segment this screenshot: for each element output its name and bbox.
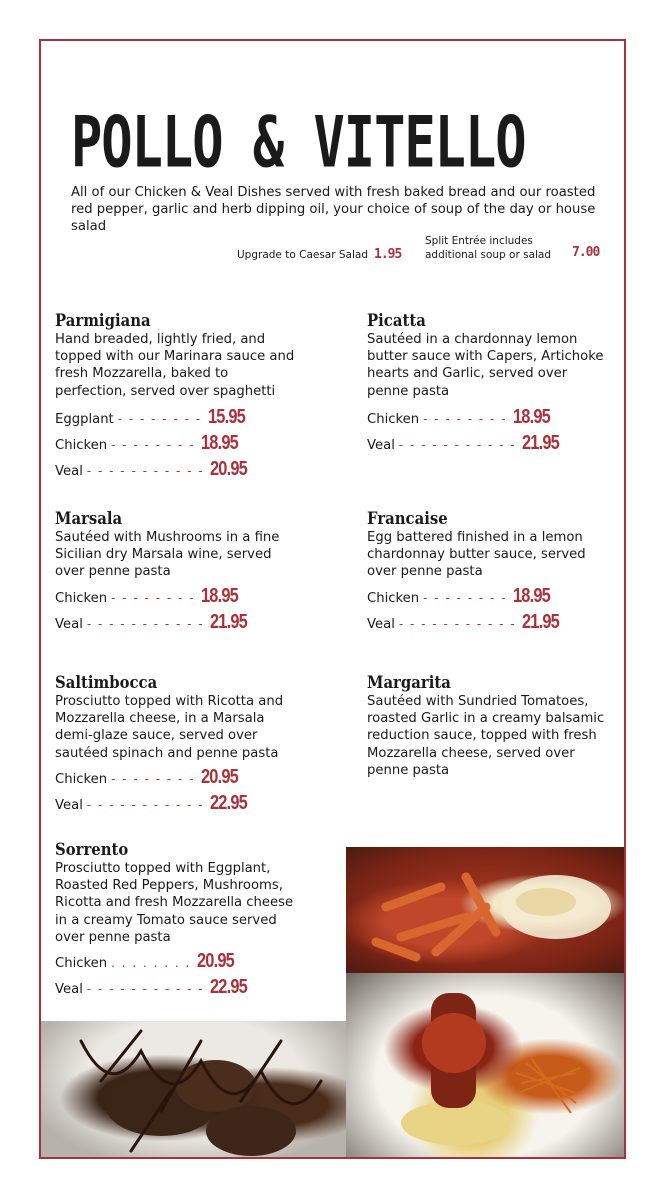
- price-amount: 22.95: [210, 791, 248, 814]
- price-label: Veal: [367, 437, 395, 453]
- price-label: Veal: [55, 616, 83, 632]
- price-row: [55, 458, 300, 484]
- dish-desc: Prosciutto topped with Ricotta and Mozzarella cheese, in a Marsala demi-glaze sauce, served over sautéed spinach and penne pasta: [55, 694, 284, 761]
- price-amount: 20.95: [210, 457, 248, 480]
- price-row: [55, 406, 300, 432]
- price-leader: - - - - - - - - - - -: [398, 616, 517, 631]
- price-row: [367, 432, 612, 458]
- dish-name: Parmigiana: [55, 311, 151, 330]
- price-row: [55, 766, 300, 792]
- price-row: [367, 406, 612, 432]
- price-label: Chicken: [55, 771, 108, 787]
- veal-shank-photo: [346, 973, 626, 1159]
- price-amount: 15.95: [207, 405, 245, 428]
- price-leader: - - - - - - - -: [111, 771, 195, 786]
- dish-marsala: [55, 509, 300, 637]
- dish-name: Picatta: [367, 311, 426, 330]
- price-amount: 18.95: [512, 405, 550, 428]
- price-amount: 18.95: [200, 584, 238, 607]
- price-label: Veal: [55, 982, 83, 998]
- price-amount: 21.95: [522, 431, 560, 454]
- menu-frame: [39, 39, 626, 1159]
- dish-desc: Sautéed with Sundried Tomatoes, roasted Garlic in a creamy balsamic reduction sauce, topped with fresh Mozzarella cheese, served over penne pasta: [367, 694, 605, 778]
- price-row: [55, 611, 300, 637]
- price-leader: . . . . . . . .: [111, 956, 191, 971]
- intro-text: All of our Chicken & Veal Dishes served with fresh baked bread and our roasted red pepper, garlic and herb dipping oil, your choice of soup of the day or house salad: [71, 185, 596, 234]
- price-label: Veal: [55, 463, 83, 479]
- steak-medallions-photo: [41, 1021, 346, 1159]
- split-note: [425, 234, 551, 262]
- dish-picatta: [367, 311, 612, 458]
- price-leader: - - - - - - - - - - -: [86, 463, 205, 478]
- price-label: Chicken: [55, 956, 108, 972]
- price-leader: - - - - - - - -: [117, 411, 202, 426]
- dish-name: Sorrento: [55, 840, 129, 859]
- price-label: Chicken: [55, 590, 108, 606]
- upgrade-label: Upgrade to Caesar Salad: [237, 249, 369, 261]
- dish-desc: Egg battered finished in a lemon chardonnay butter sauce, served over penne pasta: [367, 530, 586, 580]
- dish-parmigiana: [55, 311, 300, 484]
- price-leader: - - - - - - - - - - -: [398, 437, 517, 452]
- dish-francaise: [367, 509, 612, 637]
- price-leader: - - - - - - - - - - -: [86, 797, 205, 812]
- upgrade-note: [237, 247, 401, 262]
- price-row: [55, 976, 300, 1002]
- price-row: [367, 611, 612, 637]
- price-row: [55, 792, 300, 818]
- price-amount: 20.95: [200, 765, 238, 788]
- dish-name: Saltimbocca: [55, 673, 158, 692]
- price-row: [55, 432, 300, 458]
- price-leader: - - - - - - - -: [111, 437, 195, 452]
- dish-sorrento: [55, 840, 300, 1002]
- split-price: 7.00: [572, 245, 600, 260]
- price-leader: - - - - - - - -: [111, 590, 195, 605]
- dish-desc: Hand breaded, lightly fried, and topped with our Marinara sauce and fresh Mozzarella, baked to perfection, served over spaghetti: [55, 332, 295, 399]
- price-amount: 18.95: [512, 584, 550, 607]
- price-amount: 18.95: [200, 431, 238, 454]
- price-row: [367, 585, 612, 611]
- price-amount: 20.95: [196, 950, 234, 973]
- price-leader: - - - - - - - - - - -: [86, 616, 205, 631]
- dish-name: Marsala: [55, 509, 123, 528]
- dish-desc: Sautéed in a chardonnay lemon butter sauce with Capers, Artichoke hearts and Garlic, served over penne pasta: [367, 332, 604, 399]
- dish-name: Francaise: [367, 509, 448, 528]
- price-row: [55, 950, 300, 976]
- dish-desc: Sautéed with Mushrooms in a fine Sicilian dry Marsala wine, served over penne pasta: [55, 530, 280, 580]
- price-label: Veal: [55, 797, 83, 813]
- dish-saltimbocca: [55, 673, 300, 818]
- dish-name: Margarita: [367, 673, 451, 692]
- price-label: Chicken: [367, 590, 420, 606]
- price-label: Veal: [367, 616, 395, 632]
- price-amount: 21.95: [210, 610, 248, 633]
- upgrade-price: 1.95: [374, 247, 402, 262]
- price-amount: 21.95: [522, 610, 560, 633]
- dish-desc: Prosciutto topped with Eggplant, Roasted Red Peppers, Mushrooms, Ricotta and fresh Mozzarella cheese in a creamy Tomato sauce served over penne pasta: [55, 861, 294, 945]
- price-label: Chicken: [367, 411, 420, 427]
- split-line1: Split Entrée includes: [425, 235, 533, 247]
- price-leader: - - - - - - - -: [423, 590, 507, 605]
- price-leader: - - - - - - - -: [423, 411, 507, 426]
- dish-margarita: [367, 673, 617, 779]
- price-row: [55, 585, 300, 611]
- price-amount: 22.95: [210, 976, 248, 999]
- pasta-parmigiana-photo: [346, 847, 626, 973]
- split-line2: additional soup or salad: [425, 249, 552, 261]
- page-title: POLLO & VITELLO: [71, 103, 526, 184]
- price-label: Eggplant: [55, 411, 114, 427]
- price-label: Chicken: [55, 437, 108, 453]
- price-leader: - - - - - - - - - - -: [86, 982, 205, 997]
